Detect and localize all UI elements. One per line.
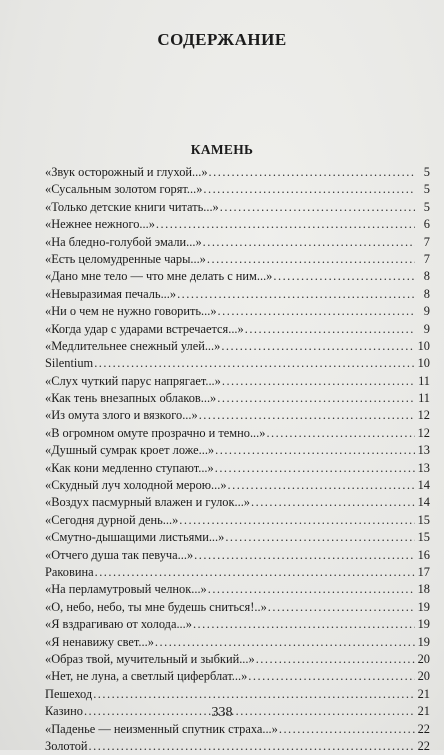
toc-entry-page: 8 — [423, 286, 430, 301]
page-number: 338 — [211, 705, 233, 720]
toc-entry — [45, 268, 430, 285]
toc-entry-page: 8 — [423, 269, 430, 284]
toc-entry-page: 12 — [417, 425, 430, 440]
toc-leader-dots — [228, 477, 415, 494]
toc-entry — [45, 442, 430, 459]
toc-entry — [45, 181, 430, 198]
toc-entry-page: 5 — [423, 199, 430, 214]
toc-entry — [45, 251, 430, 268]
toc-entry-page: 22 — [417, 721, 430, 736]
toc-entry-title: «Слух чуткий парус напрягает...» — [45, 373, 221, 388]
toc-entry-page: 15 — [417, 512, 430, 527]
toc-entry-title: «О, небо, небо, ты мне будешь сниться!..» — [45, 599, 267, 614]
toc-leader-dots — [207, 251, 415, 268]
toc-entry-title: «Я ненавижу свет...» — [45, 634, 154, 649]
toc-entry-page: 19 — [417, 599, 430, 614]
toc-entry-title: «Только детские книги читать...» — [45, 199, 219, 214]
toc-leader-dots — [256, 651, 415, 668]
toc-leader-dots — [225, 529, 415, 546]
toc-entry — [45, 738, 430, 755]
toc-entry-title: «Дано мне тело — что мне делать с ним...» — [45, 269, 273, 284]
toc-entry-title: «Медлительнее снежный улей...» — [45, 338, 221, 353]
toc-entry-page: 22 — [417, 738, 430, 753]
toc-entry — [45, 599, 430, 616]
toc-entry-page: 6 — [423, 217, 430, 232]
toc-entry-title: «Ни о чем не нужно говорить...» — [45, 304, 217, 319]
toc-entry — [45, 321, 430, 338]
toc-entry — [45, 651, 430, 668]
toc-leader-dots — [245, 321, 415, 338]
toc-leader-dots — [251, 494, 415, 511]
toc-entry — [45, 390, 430, 407]
toc-leader-dots — [203, 234, 415, 251]
toc-entry-title: «Сусальным золотом горят...» — [45, 182, 203, 197]
toc-leader-dots — [199, 407, 415, 424]
toc-entry-title: «Есть целомудренные чары...» — [45, 251, 206, 266]
toc-entry-page: 20 — [417, 651, 430, 666]
toc-entry — [45, 373, 430, 390]
toc-entry — [45, 407, 430, 424]
toc-entry-page: 21 — [417, 686, 430, 701]
toc-leader-dots — [273, 268, 415, 285]
toc-entry-page: 14 — [417, 478, 430, 493]
toc-entry-title: Пешеход — [45, 686, 93, 701]
toc-entry — [45, 164, 430, 181]
toc-entry-page: 21 — [417, 704, 430, 719]
toc-leader-dots — [248, 668, 415, 685]
toc-entry — [45, 460, 430, 477]
toc-entry-title: Золотой — [45, 738, 88, 753]
toc-leader-dots — [155, 634, 415, 651]
toc-leader-dots — [217, 390, 415, 407]
toc-leader-dots — [179, 512, 415, 529]
toc-entry-page: 16 — [417, 547, 430, 562]
toc-entry-page: 10 — [417, 338, 430, 353]
toc-leader-dots — [268, 599, 415, 616]
toc-entry-title: «Нет, не луна, а светлый циферблат...» — [45, 669, 248, 684]
toc-entry-title: «Как кони медленно ступают...» — [45, 460, 214, 475]
toc-entry-page: 7 — [423, 251, 430, 266]
toc-entry-title: «Скудный луч холодной мерою...» — [45, 478, 227, 493]
toc-entry — [45, 529, 430, 546]
toc-entry-page: 17 — [417, 564, 430, 579]
toc-entry-page: 11 — [418, 373, 430, 388]
toc-entry — [45, 634, 430, 651]
toc-entry — [45, 234, 430, 251]
toc-entry — [45, 616, 430, 633]
toc-entry-page: 15 — [417, 530, 430, 545]
toc-leader-dots — [203, 181, 415, 198]
toc-entry-page: 9 — [423, 321, 430, 336]
toc-leader-dots — [89, 738, 415, 755]
toc-entry-page: 19 — [417, 634, 430, 649]
toc-entry-title: Казино — [45, 704, 83, 719]
toc-entry-page: 18 — [417, 582, 430, 597]
toc-entry-page: 7 — [423, 234, 430, 249]
toc-entry — [45, 564, 430, 581]
toc-entry — [45, 355, 430, 372]
toc-leader-dots — [156, 216, 415, 233]
toc-entry-title: «Когда удар с ударами встречается...» — [45, 321, 244, 336]
toc-entry — [45, 199, 430, 216]
toc-leader-dots — [218, 303, 415, 320]
toc-entry-title: «Я вздрагиваю от холода...» — [45, 617, 192, 632]
toc-leader-dots — [220, 199, 415, 216]
toc-entry-page: 14 — [417, 495, 430, 510]
toc-entry-page: 13 — [417, 460, 430, 475]
toc-leader-dots — [222, 373, 415, 390]
toc-entry-page: 11 — [418, 391, 430, 406]
toc-entry — [45, 581, 430, 598]
bleed-through-text — [240, 40, 440, 180]
toc-entry-page: 5 — [423, 165, 430, 179]
toc-leader-dots — [95, 564, 415, 581]
toc-entry — [45, 338, 430, 355]
toc-entry — [45, 216, 430, 233]
toc-entry-title: «Как тень внезапных облаков...» — [45, 391, 217, 406]
toc-entry — [45, 547, 430, 564]
toc-leader-dots — [279, 721, 415, 738]
toc-entry-title: Silentium — [45, 356, 94, 371]
toc-entry-title: «Сегодня дурной день...» — [45, 512, 179, 527]
toc-entry-title: «В огромном омуте прозрачно и темно...» — [45, 425, 266, 440]
toc-entry — [45, 512, 430, 529]
toc-entry — [45, 303, 430, 320]
toc-entry-title: «На бледно-голубой эмали...» — [45, 234, 202, 249]
toc-entry-title: «Паденье — неизменный спутник страха...» — [45, 721, 278, 736]
toc-entry-title: Раковина — [45, 564, 94, 579]
toc-leader-dots — [221, 338, 415, 355]
toc-leader-dots — [209, 164, 415, 181]
toc-entry-title: «Воздух пасмурный влажен и гулок...» — [45, 495, 251, 510]
toc-entry-page: 10 — [417, 356, 430, 371]
toc-entry-page: 9 — [423, 304, 430, 319]
toc-leader-dots — [266, 425, 415, 442]
toc-leader-dots — [177, 286, 415, 303]
toc-entry — [45, 425, 430, 442]
toc-entry-title: «Образ твой, мучительный и зыбкий...» — [45, 651, 255, 666]
toc-entry-page: 19 — [417, 617, 430, 632]
toc-entry-page: 12 — [417, 408, 430, 423]
toc-entry-page: 13 — [417, 443, 430, 458]
toc-entry-title: «Звук осторожный и глухой...» — [45, 165, 208, 179]
toc-entry — [45, 721, 430, 738]
toc-leader-dots — [208, 581, 415, 598]
toc-entry-title: «Душный сумрак кроет ложе...» — [45, 443, 215, 458]
toc-entry-title: «Из омута злого и вязкого...» — [45, 408, 198, 423]
toc-leader-dots — [194, 547, 415, 564]
table-of-contents — [45, 164, 430, 755]
toc-entry-title: «Нежнее нежного...» — [45, 217, 155, 232]
toc-entry-title: «На перламутровый челнок...» — [45, 582, 207, 597]
toc-leader-dots — [215, 460, 415, 477]
toc-entry-title: «Смутно-дышащими листьями...» — [45, 530, 225, 545]
toc-entry — [45, 668, 430, 685]
page-title: СОДЕРЖАНИЕ — [157, 30, 287, 49]
toc-leader-dots — [193, 616, 415, 633]
toc-entry — [45, 686, 430, 703]
toc-entry-title: «Невыразимая печаль...» — [45, 286, 177, 301]
toc-leader-dots — [94, 355, 415, 372]
toc-entry — [45, 477, 430, 494]
toc-entry-page: 5 — [423, 182, 430, 197]
toc-leader-dots — [215, 442, 415, 459]
toc-entry — [45, 494, 430, 511]
section-heading: КАМЕНЬ — [190, 142, 254, 157]
toc-leader-dots — [93, 686, 415, 703]
toc-entry — [45, 286, 430, 303]
toc-entry-title: «Отчего душа так певуча...» — [45, 547, 194, 562]
toc-entry-page: 20 — [417, 669, 430, 684]
